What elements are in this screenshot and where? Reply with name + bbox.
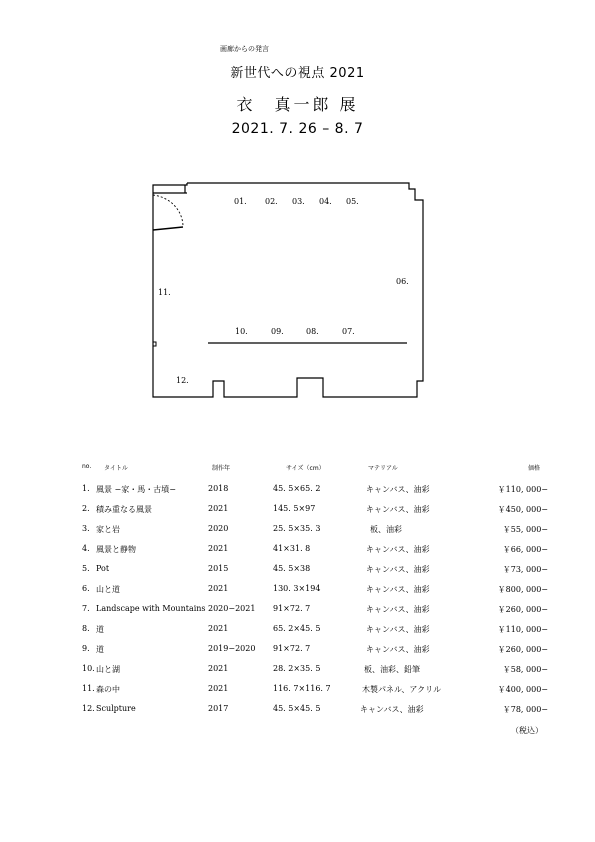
row-price: ￥800, 000− <box>497 585 548 594</box>
row-size: 45. 5×45. 5 <box>273 704 321 713</box>
row-title: Pot <box>96 564 110 573</box>
row-material: キャンバス、油彩 <box>366 485 430 494</box>
door-swing <box>153 195 183 227</box>
row-year: 2021 <box>208 584 229 593</box>
row-no: 3. <box>82 524 90 533</box>
row-material: キャンバス、油彩 <box>366 585 430 594</box>
floorplan-label: 05. <box>346 197 359 206</box>
row-price: ￥110, 000− <box>497 625 548 634</box>
row-no: 9. <box>82 644 90 653</box>
floorplan-label: 04. <box>319 197 332 206</box>
row-size: 28. 2×35. 5 <box>273 664 321 673</box>
header-title: タイトル <box>104 465 128 472</box>
table-row <box>0 624 595 644</box>
table-row <box>0 604 595 624</box>
row-year: 2018 <box>208 484 229 493</box>
row-title: 積み重なる風景 <box>96 505 152 514</box>
row-price: ￥78, 000− <box>502 705 548 714</box>
row-no: 6. <box>82 584 90 593</box>
row-year: 2017 <box>208 704 229 713</box>
row-material: キャンバス、油彩 <box>366 605 430 614</box>
row-material: キャンバス、油彩 <box>366 545 430 554</box>
row-title: 風景と静物 <box>96 545 136 554</box>
row-price: ￥73, 000− <box>502 565 548 574</box>
floorplan-label: 06. <box>396 277 409 286</box>
row-price: ￥55, 000− <box>502 525 548 534</box>
header-year: 制作年 <box>212 465 231 472</box>
floorplan-label: 08. <box>306 327 319 336</box>
row-title: 道 <box>96 645 104 654</box>
row-size: 145. 5×97 <box>273 504 316 513</box>
table-row <box>0 584 595 604</box>
row-size: 45. 5×65. 2 <box>273 484 321 493</box>
row-no: 2. <box>82 504 90 513</box>
row-year: 2020 <box>208 524 229 533</box>
row-year: 2021 <box>208 544 229 553</box>
row-price: ￥66, 000− <box>502 545 548 554</box>
row-size: 41×31. 8 <box>273 544 311 553</box>
floorplan-label: 02. <box>265 197 278 206</box>
row-year: 2021 <box>208 684 229 693</box>
row-material: キャンバス、油彩 <box>366 565 430 574</box>
row-size: 130. 3×194 <box>273 584 321 593</box>
row-price: ￥260, 000− <box>497 605 548 614</box>
row-title: 家と岩 <box>96 525 120 534</box>
row-year: 2021 <box>208 624 229 633</box>
exhibition-dates: 2021. 7. 26 – 8. 7 <box>231 121 364 137</box>
row-size: 65. 2×45. 5 <box>273 624 321 633</box>
row-material: キャンバス、油彩 <box>360 705 424 714</box>
gallery-floorplan <box>145 175 435 405</box>
row-price: ￥450, 000− <box>497 505 548 514</box>
table-row <box>0 544 595 564</box>
row-title: 山と道 <box>96 585 120 594</box>
table-row <box>0 564 595 584</box>
row-price: ￥260, 000− <box>497 645 548 654</box>
row-title: 風景 −家・馬・古墳− <box>96 485 176 494</box>
row-title: 山と湖 <box>96 665 120 674</box>
floorplan-label: 03. <box>292 197 305 206</box>
floorplan-label: 11. <box>158 288 171 297</box>
artist-title: 衣 真一郎 展 <box>236 95 359 114</box>
row-year: 2021 <box>208 664 229 673</box>
table-row <box>0 684 595 704</box>
row-size: 25. 5×35. 3 <box>273 524 321 533</box>
row-price: ￥400, 000− <box>497 685 548 694</box>
row-size: 116. 7×116. 7 <box>273 684 331 693</box>
row-year: 2015 <box>208 564 229 573</box>
floorplan-label: 10. <box>235 327 248 336</box>
floorplan-label: 09. <box>271 327 284 336</box>
table-row <box>0 524 595 544</box>
header-material: マテリアル <box>368 465 398 472</box>
row-year: 2019−2020 <box>208 644 256 653</box>
row-material: 板、油彩、鉛筆 <box>364 665 420 674</box>
row-year: 2020−2021 <box>208 604 256 613</box>
floorplan-label: 01. <box>234 197 247 206</box>
floorplan-label: 07. <box>342 327 355 336</box>
table-row <box>0 484 595 504</box>
row-title: 森の中 <box>96 685 120 694</box>
row-no: 12. <box>82 704 95 713</box>
table-header <box>0 463 595 484</box>
row-no: 8. <box>82 624 90 633</box>
row-size: 45. 5×38 <box>273 564 311 573</box>
row-material: キャンバス、油彩 <box>366 625 430 634</box>
header-price: 価格 <box>528 465 541 472</box>
row-no: 10. <box>82 664 95 673</box>
table-row <box>0 504 595 524</box>
row-material: 板、油彩 <box>370 525 402 534</box>
row-title: 道 <box>96 625 104 634</box>
row-title: Sculpture <box>96 704 136 713</box>
works-table <box>0 463 595 735</box>
tax-note: （税込） <box>511 726 543 735</box>
row-no: 11. <box>82 684 95 693</box>
table-row <box>0 644 595 664</box>
row-material: キャンバス、油彩 <box>366 505 430 514</box>
header-no: no. <box>82 463 92 470</box>
row-material: 木製パネル、アクリル <box>362 685 442 694</box>
row-year: 2021 <box>208 504 229 513</box>
table-row <box>0 664 595 684</box>
series-title: 画廊からの発言 <box>220 45 269 53</box>
wall-column <box>153 342 156 346</box>
row-no: 7. <box>82 604 90 613</box>
row-no: 4. <box>82 544 90 553</box>
row-no: 5. <box>82 564 90 573</box>
row-title: Landscape with Mountains <box>96 604 206 613</box>
floorplan-label: 12. <box>176 376 189 385</box>
table-row <box>0 704 595 724</box>
row-material: キャンバス、油彩 <box>366 645 430 654</box>
door-leaf <box>153 227 183 230</box>
floorplan-wall <box>153 183 423 397</box>
header-size: サイズ（cm） <box>286 465 325 472</box>
row-price: ￥110, 000− <box>497 485 548 494</box>
row-price: ￥58, 000− <box>502 665 548 674</box>
exhibition-subtitle: 新世代への視点 2021 <box>230 66 365 81</box>
row-size: 91×72. 7 <box>273 644 311 653</box>
row-no: 1. <box>82 484 90 493</box>
row-size: 91×72. 7 <box>273 604 311 613</box>
